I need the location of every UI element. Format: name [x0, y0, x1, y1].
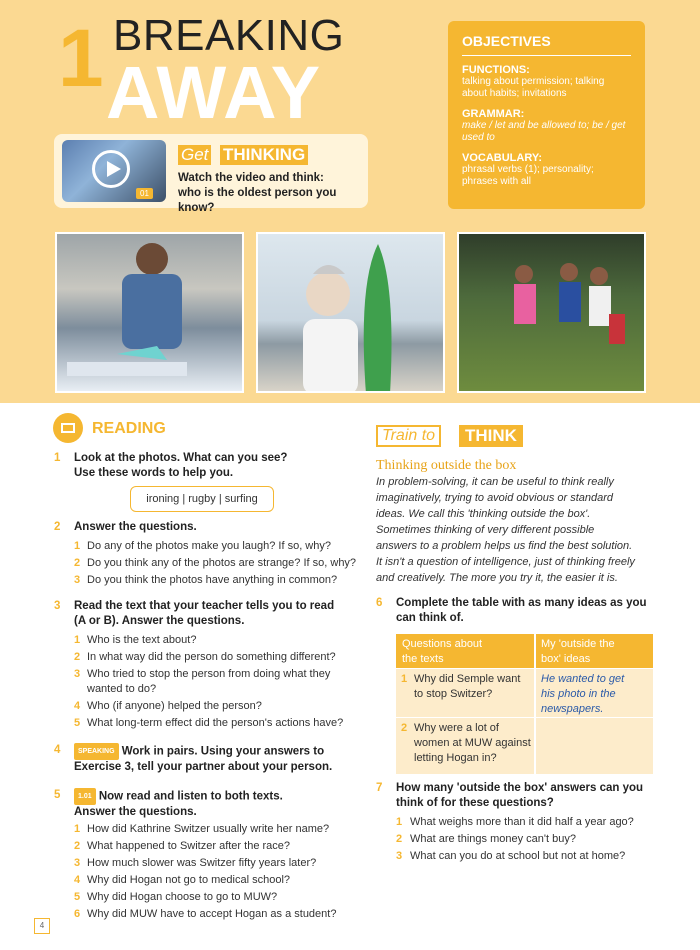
q5-number: 5	[54, 789, 61, 801]
row1-number: 1	[401, 673, 408, 685]
q6-text: Complete the table with as many ideas as you can think of.	[396, 597, 647, 624]
q3-sub-num-2: 2	[74, 651, 81, 663]
video-number: 01	[136, 188, 153, 199]
q7-sub-num-1: 1	[396, 816, 403, 828]
q4-text: SPEAKING Work in pairs. Using your answers to Exercise 3, tell your partner about your person.	[74, 743, 332, 775]
row1-answer: He wanted to get his photo in the newspapers.	[541, 673, 625, 715]
q3-number: 3	[54, 600, 61, 612]
grammar-text: make / let and be allowed to; be / get used to	[462, 120, 626, 143]
q5-sub-5: Why did Hogan choose to go to MUW?	[87, 891, 278, 903]
functions-label: FUNCTIONS:	[462, 64, 530, 76]
q5-sub-num-5: 5	[74, 891, 81, 903]
q2-sub-num-3: 3	[74, 574, 81, 586]
q7-sub-2: What are things money can't buy?	[410, 833, 576, 845]
vocabulary-text: phrasal verbs (1); personality; phrases with all	[462, 164, 594, 187]
q5-sub-num-1: 1	[74, 823, 81, 835]
q2-sub-num-2: 2	[74, 557, 81, 569]
think-label: THINK	[459, 425, 523, 447]
speaking-tag: SPEAKING	[74, 743, 119, 760]
q3-sub-3-cont: wanted to do?	[87, 683, 157, 695]
get-thinking-prompt: Watch the video and think: who is the oldest person you know?	[178, 172, 337, 214]
row1-question: Why did Semple want to stop Switzer?	[414, 673, 521, 700]
q5-sub-2: What happened to Switzer after the race?	[87, 840, 291, 852]
train-paragraph: In problem-solving, it can be useful to think really imaginatively, trying to avoid obvious or standard ideas. We call this 'thinking outside the box'. Sometimes thinking of very different possible answers to a problem helps us find the best solution. It isn't a question of intelligence, just of thinking freely and creatively. The more you try it, the easier it is.	[376, 476, 635, 584]
photo-surfing	[256, 232, 445, 393]
q3-sub-num-5: 5	[74, 717, 81, 729]
unit-number: 1	[58, 13, 104, 104]
play-icon[interactable]	[92, 150, 130, 188]
q7-sub-3: What can you do at school but not at home?	[410, 850, 626, 862]
q7-sub-1: What weighs more than it did half a year ago?	[410, 816, 634, 828]
q3-sub-num-1: 1	[74, 634, 81, 646]
q5-text: 1.01 Now read and listen to both texts. Answer the questions.	[74, 788, 283, 820]
q7-text: How many 'outside the box' answers can you think of for these questions?	[396, 782, 644, 809]
vocabulary-label: VOCABULARY:	[462, 152, 543, 164]
q2-number: 2	[54, 521, 61, 533]
train-to-label: Train to	[376, 425, 441, 447]
q3-sub-num-4: 4	[74, 700, 81, 712]
q5-sub-6: Why did MUW have to accept Hogan as a student?	[87, 908, 337, 920]
photo-ironing	[55, 232, 244, 393]
q5-sub-num-3: 3	[74, 857, 81, 869]
q3-sub-5: What long-term effect did the person's actions have?	[87, 717, 344, 729]
q5-sub-num-4: 4	[74, 874, 81, 886]
q5-sub-4: Why did Hogan not go to medical school?	[87, 874, 291, 886]
q4-number: 4	[54, 744, 61, 756]
functions-text: talking about permission; talking about habits; invitations	[462, 76, 605, 99]
q1-text: Look at the photos. What can you see? Use these words to help you.	[74, 452, 288, 479]
page-number: 4	[34, 918, 50, 934]
thinking-label: THINKING	[220, 145, 308, 165]
col1-header: Questions about the texts	[402, 638, 483, 665]
q3-sub-4: Who (if anyone) helped the person?	[87, 700, 262, 712]
q5-sub-3: How much slower was Switzer fifty years later?	[87, 857, 317, 869]
q5-sub-num-2: 2	[74, 840, 81, 852]
word-box: ironing | rugby | surfing	[130, 486, 274, 512]
objectives-title: OBJECTIVES	[462, 33, 631, 56]
q7-sub-num-3: 3	[396, 850, 403, 862]
q6-number: 6	[376, 597, 383, 609]
book-icon	[53, 413, 83, 443]
q3-text: Read the text that your teacher tells you to read (A or B). Answer the questions.	[74, 600, 335, 627]
unit-title-line2: AWAY	[106, 51, 322, 134]
q3-sub-2: In what way did the person do something different?	[87, 651, 336, 663]
q5-sub-num-6: 6	[74, 908, 81, 920]
video-thumbnail[interactable]	[62, 140, 166, 202]
col2-header: My 'outside the box' ideas	[541, 638, 615, 665]
q2-sub-1: Do any of the photos make you laugh? If so, why?	[87, 540, 331, 552]
photo-rugby	[457, 232, 646, 393]
row2-question: Why were a lot of women at MUW against letting Hogan in?	[414, 722, 531, 764]
train-heading: Thinking outside the box	[376, 458, 517, 473]
q3-sub-num-3: 3	[74, 668, 81, 680]
q1-number: 1	[54, 452, 61, 464]
audio-tag[interactable]: 1.01	[74, 788, 96, 805]
q2-text: Answer the questions.	[74, 521, 197, 533]
q3-sub-3: Who tried to stop the person from doing what they	[87, 668, 331, 680]
q7-number: 7	[376, 782, 383, 794]
q7-sub-num-2: 2	[396, 833, 403, 845]
reading-title: READING	[92, 420, 166, 437]
get-label: Get	[178, 145, 211, 165]
grammar-label: GRAMMAR:	[462, 108, 525, 120]
q2-sub-num-1: 1	[74, 540, 81, 552]
unit-title-line1: BREAKING	[113, 11, 345, 60]
row2-number: 2	[401, 722, 408, 734]
get-thinking-box	[54, 134, 368, 214]
q5-sub-1: How did Kathrine Switzer usually write her name?	[87, 823, 330, 835]
q2-sub-2: Do you think any of the photos are strange? If so, why?	[87, 557, 357, 569]
table-row-2-col2[interactable]	[536, 718, 653, 774]
objectives-box	[448, 21, 645, 209]
q2-sub-3: Do you think the photos have anything in common?	[87, 574, 338, 586]
q3-sub-1: Who is the text about?	[87, 634, 197, 646]
